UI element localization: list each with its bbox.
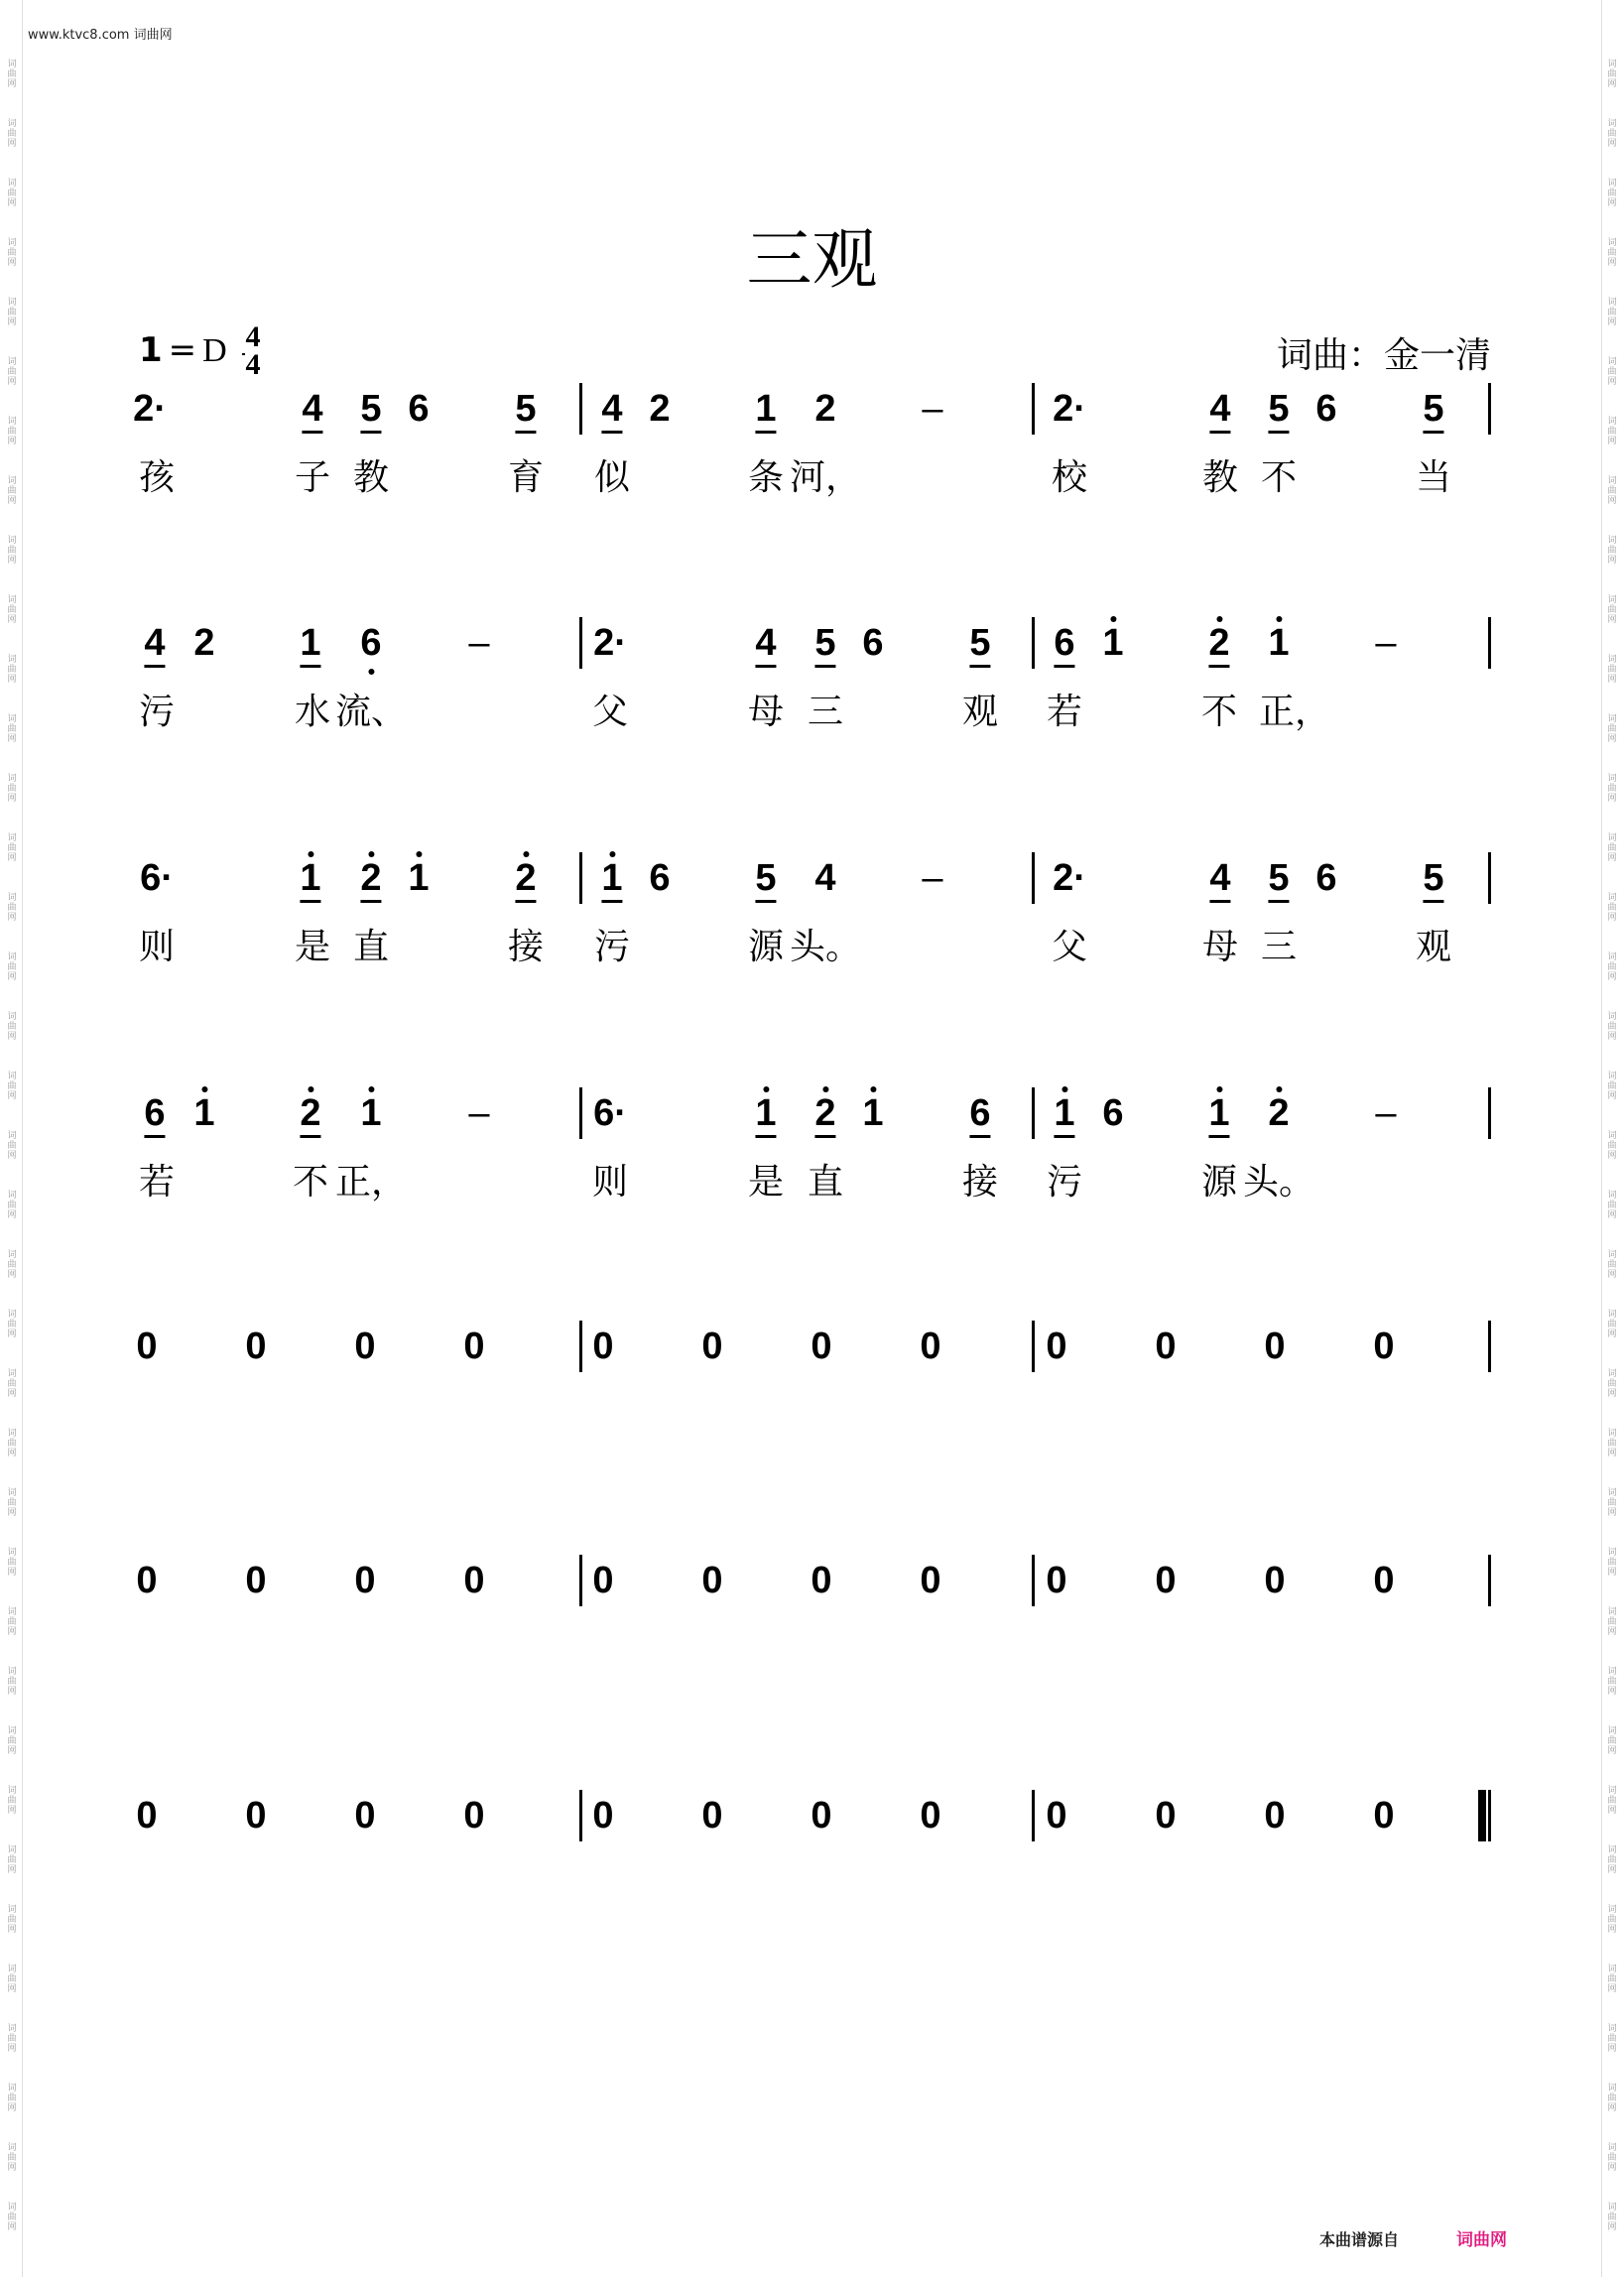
note: 1 [300,621,320,668]
lyric-syllable: 水 [294,692,331,732]
octave-up-dot [1110,616,1116,622]
lyric-syllable: 教 [1201,457,1239,498]
rest-note: 0 [811,1560,832,1601]
watermark-text: 词 曲 网 [7,1250,17,1280]
rest-note: 0 [1264,1326,1286,1367]
lyric-syllable: 母 [1201,927,1239,967]
lyric-syllable: 头。 [789,927,862,967]
note: 2 [649,388,671,430]
lyric-syllable: 头。 [1242,1162,1315,1202]
note: 6 [1102,1092,1124,1134]
watermark-text: 词 曲 网 [7,2084,17,2113]
lyric-syllable: 似 [593,457,631,498]
watermark-text: 词 曲 网 [7,952,17,982]
watermark-text: 词 曲 网 [1607,1429,1617,1458]
barline [579,617,582,669]
rest-note: 0 [136,1326,158,1367]
watermark-text: 词 曲 网 [7,1667,17,1697]
watermark-text: 词 曲 网 [7,893,17,923]
watermark-text: 词 曲 网 [1607,476,1617,506]
watermark-text: 词 曲 网 [7,833,17,863]
note: 1 [862,1091,883,1135]
key-signature [139,330,227,370]
note: 2· [1053,857,1086,899]
rest-note: 0 [245,1326,267,1367]
lyric-syllable: 育 [507,457,545,498]
watermark-text: 词 曲 网 [1607,1726,1617,1756]
meter-top: 4 [245,320,261,353]
note: 2· [593,622,627,664]
rest-note: 0 [1264,1795,1286,1836]
watermark-text: 词 曲 网 [1607,1548,1617,1578]
barline [1488,383,1491,435]
note: 6 [862,622,884,664]
rest-note: 0 [701,1560,723,1601]
lyric-syllable: 源 [1200,1162,1238,1202]
watermark-text: 词 曲 网 [1607,1310,1617,1339]
lyric-syllable: 不 [1200,692,1238,732]
rest-note: 0 [354,1795,376,1836]
octave-up-dot [822,1086,828,1092]
octave-up-dot [1276,1086,1282,1092]
watermark-text: 词 曲 网 [1607,1905,1617,1935]
sustain-dash: – [468,622,490,664]
note: 6 [408,388,430,430]
right-watermark-strip [1600,0,1624,2277]
note: 5 [515,387,536,434]
watermark-text: 词 曲 网 [1607,1072,1617,1101]
watermark-text: 词 曲 网 [7,1310,17,1339]
lyric-syllable: 不 [1260,457,1298,498]
watermark-text: 词 曲 网 [1607,119,1617,149]
watermark-text: 词 曲 网 [1607,1845,1617,1875]
octave-up-dot [523,851,529,857]
note: 1 [1208,1091,1229,1138]
lyric-syllable: 条 [747,457,785,498]
lyric-syllable: 污 [138,692,176,732]
footer-source: 本曲谱源自 [1318,2230,1399,2249]
watermark-text: 词 曲 网 [7,2203,17,2232]
barline [579,1555,582,1606]
site-url[interactable]: www.ktvc8.com 词曲网 [28,28,173,43]
barline [579,1790,582,1841]
lyric-syllable: 若 [1046,692,1083,732]
octave-up-dot [1062,1086,1067,1092]
watermark-text: 词 曲 网 [7,238,17,268]
note: 4 [601,387,622,434]
rest-note: 0 [811,1326,832,1367]
rest-note: 0 [701,1795,723,1836]
lyric-syllable: 直 [807,1162,844,1202]
watermark-text: 词 曲 网 [7,60,17,89]
lyric-syllable: 接 [961,1162,999,1202]
watermark-text: 词 曲 网 [1607,2084,1617,2113]
rest-note: 0 [354,1326,376,1367]
barline [1032,617,1035,669]
composer-credit: 词曲：金一清 [1276,335,1491,376]
note: 2 [360,856,381,903]
note: 6 [649,857,671,899]
watermark-text: 词 曲 网 [7,536,17,566]
note: 4 [755,621,776,668]
rest-note: 0 [1046,1795,1067,1836]
rest-note: 0 [1373,1560,1395,1601]
note: 2 [1268,1091,1289,1135]
lyric-syllable: 子 [294,457,331,498]
note: 1 [360,1091,381,1135]
watermark-text: 词 曲 网 [1607,1667,1617,1697]
watermark-text: 词 曲 网 [7,298,17,327]
watermark-text: 词 曲 网 [1607,833,1617,863]
footer [1319,2225,1507,2250]
watermark-text: 词 曲 网 [1607,2203,1617,2232]
lyric-syllable: 直 [352,927,390,967]
watermark-text: 词 曲 网 [7,1607,17,1637]
lyric-syllable: 母 [747,692,785,732]
watermark-text: 词 曲 网 [7,1488,17,1518]
note: 1 [1268,621,1289,665]
lyric-syllable: 孩 [138,457,176,498]
rest-note: 0 [136,1795,158,1836]
barline [1032,1555,1035,1606]
sustain-dash: – [1375,1092,1397,1134]
watermark-text: 词 曲 网 [1607,1607,1617,1637]
lyric-syllable: 污 [593,927,631,967]
note: 5 [1423,856,1443,903]
lyric-syllable: 接 [507,927,545,967]
note: 2 [814,388,836,430]
barline [579,852,582,904]
sustain-dash: – [922,857,943,899]
watermark-text: 词 曲 网 [1607,595,1617,625]
watermark-text: 词 曲 网 [1607,774,1617,804]
sustain-dash: – [468,1092,490,1134]
key-prefix: 1 [139,330,163,370]
watermark-text: 词 曲 网 [1607,357,1617,387]
note: 2 [515,856,536,903]
watermark-text: 词 曲 网 [1607,179,1617,208]
watermark-text: 词 曲 网 [1607,714,1617,744]
note: 6 [1315,857,1337,899]
watermark-text: 词 曲 网 [1607,60,1617,89]
watermark-text: 词 曲 网 [7,357,17,387]
barline [1488,1321,1491,1372]
rest-note: 0 [354,1560,376,1601]
barline [1032,383,1035,435]
octave-up-dot [609,851,615,857]
lyric-syllable: 当 [1415,457,1452,498]
rest-note: 0 [463,1795,485,1836]
watermark-text: 词 曲 网 [1607,1786,1617,1816]
rest-note: 0 [463,1326,485,1367]
octave-up-dot [368,851,374,857]
lyric-syllable: 校 [1051,457,1088,498]
lyric-syllable: 则 [138,927,176,967]
meter-bottom: 4 [245,348,261,381]
rest-note: 0 [1373,1326,1395,1367]
note: 1 [1054,1091,1074,1138]
note: 4 [302,387,322,434]
note: 1 [408,856,429,900]
note: 5 [1268,856,1289,903]
watermark-text: 词 曲 网 [7,1548,17,1578]
rest-note: 0 [1155,1326,1177,1367]
note: 6 [1315,388,1337,430]
key-tonic: D [202,332,227,369]
watermark-text: 词 曲 网 [1607,1369,1617,1399]
octave-up-dot [763,1086,769,1092]
rest-note: 0 [136,1560,158,1601]
note: 5 [969,621,990,668]
lyric-syllable: 是 [294,927,331,967]
watermark-text: 词 曲 网 [7,179,17,208]
note: 1 [300,856,320,903]
note: 1 [193,1091,214,1135]
barline [1032,1087,1035,1139]
octave-down-dot [368,669,374,675]
note: 6· [140,857,174,899]
rest-note: 0 [245,1560,267,1601]
rest-note: 0 [920,1795,941,1836]
watermark-text: 词 曲 网 [1607,1131,1617,1161]
watermark-text: 词 曲 网 [1607,536,1617,566]
note: 6 [144,1091,165,1138]
watermark-text: 词 曲 网 [7,774,17,804]
note: 4 [1209,856,1230,903]
watermark-text: 词 曲 网 [7,1429,17,1458]
rest-note: 0 [920,1326,941,1367]
barline [1488,617,1491,669]
sustain-dash: – [1375,622,1397,664]
watermark-text: 词 曲 网 [7,417,17,446]
note: 4 [144,621,165,668]
lyric-syllable: 是 [747,1162,785,1202]
watermark-text: 词 曲 网 [7,1369,17,1399]
lyric-syllable: 则 [591,1162,629,1202]
watermark-text: 词 曲 网 [7,2143,17,2173]
note: 5 [1423,387,1443,434]
watermark-text: 词 曲 网 [7,1012,17,1042]
octave-up-dot [1216,1086,1222,1092]
note: 1 [755,1091,776,1138]
rest-note: 0 [1046,1326,1067,1367]
rest-note: 0 [463,1560,485,1601]
watermark-text: 词 曲 网 [1607,2024,1617,2054]
rest-note: 0 [920,1560,941,1601]
barline [579,1087,582,1139]
final-barline-thick [1478,1790,1486,1841]
song-title: 三观 [746,221,878,298]
watermark-text: 词 曲 网 [1607,417,1617,446]
note: 6 [1054,621,1074,668]
note: 2 [814,1091,835,1138]
watermark-text: 词 曲 网 [7,2024,17,2054]
barline [579,1321,582,1372]
watermark-text: 词 曲 网 [7,1191,17,1220]
footer-brand-link[interactable]: 词曲网 [1456,2230,1507,2250]
note: 5 [755,856,776,903]
lyric-syllable: 若 [138,1162,176,1202]
watermark-text: 词 曲 网 [1607,1191,1617,1220]
lyric-syllable: 观 [961,692,999,732]
watermark-text: 词 曲 网 [1607,1488,1617,1518]
octave-up-dot [368,1086,374,1092]
note: 1 [601,856,622,903]
note: 4 [1209,387,1230,434]
lyric-syllable: 观 [1415,927,1452,967]
octave-up-dot [870,1086,876,1092]
note: 5 [814,621,835,668]
octave-up-dot [1216,616,1222,622]
lyric-syllable: 不 [292,1162,329,1202]
watermark-text: 词 曲 网 [1607,2143,1617,2173]
octave-up-dot [308,851,313,857]
note: 2 [193,622,215,664]
rest-note: 0 [592,1326,614,1367]
sustain-dash: – [922,388,943,430]
barline [1488,852,1491,904]
octave-up-dot [308,1086,313,1092]
octave-up-dot [416,851,422,857]
note: 2 [1208,621,1229,668]
watermark-text: 词 曲 网 [7,1786,17,1816]
watermark-text: 词 曲 网 [7,1726,17,1756]
lyric-syllable: 教 [352,457,390,498]
lyric-syllable: 三 [1260,927,1298,967]
octave-up-dot [1276,616,1282,622]
note: 1 [755,387,776,434]
watermark-text: 词 曲 网 [1607,893,1617,923]
watermark-text: 词 曲 网 [7,1131,17,1161]
rest-note: 0 [811,1795,832,1836]
watermark-text: 词 曲 网 [1607,1964,1617,1994]
note: 2· [1053,388,1086,430]
rest-note: 0 [1155,1795,1177,1836]
watermark-text: 词 曲 网 [1607,1250,1617,1280]
rest-note: 0 [1155,1560,1177,1601]
lyric-syllable: 父 [1051,927,1088,967]
barline [1032,1321,1035,1372]
note: 2 [300,1091,320,1138]
watermark-text: 词 曲 网 [7,1964,17,1994]
note: 6 [969,1091,990,1138]
rest-note: 0 [1046,1560,1067,1601]
watermark-text: 词 曲 网 [7,1072,17,1101]
watermark-text: 词 曲 网 [7,1845,17,1875]
watermark-text: 词 曲 网 [1607,1012,1617,1042]
watermark-text: 词 曲 网 [7,119,17,149]
barline [1488,1087,1491,1139]
rest-note: 0 [245,1795,267,1836]
lyric-syllable: 污 [1046,1162,1083,1202]
watermark-text: 词 曲 网 [7,595,17,625]
note: 1 [1102,621,1123,665]
barline [579,383,582,435]
watermark-text: 词 曲 网 [1607,298,1617,327]
barline [1488,1555,1491,1606]
rest-note: 0 [1373,1795,1395,1836]
barline [1032,852,1035,904]
note: 5 [1268,387,1289,434]
note: 4 [814,857,836,899]
left-watermark-strip [0,0,24,2277]
watermark-text: 词 曲 网 [7,1905,17,1935]
time-signature [242,320,264,381]
watermark-text: 词 曲 网 [7,476,17,506]
barline [1032,1790,1035,1841]
key-equals: = [168,330,197,370]
final-barline [1488,1790,1491,1841]
watermark-text: 词 曲 网 [1607,655,1617,685]
lyric-syllable: 河， [789,457,862,498]
rest-note: 0 [592,1560,614,1601]
lyric-syllable: 正， [1258,692,1331,732]
rest-note: 0 [1264,1560,1286,1601]
meter-divider [242,353,245,355]
lyric-syllable: 源 [747,927,785,967]
rest-note: 0 [592,1795,614,1836]
lyric-syllable: 父 [591,692,629,732]
watermark-text: 词 曲 网 [7,655,17,685]
rest-note: 0 [701,1326,723,1367]
lyric-syllable: 正， [334,1162,408,1202]
note: 5 [360,387,381,434]
lyric-syllable: 流、 [334,692,408,732]
watermark-text: 词 曲 网 [7,714,17,744]
watermark-text: 词 曲 网 [1607,238,1617,268]
watermark-text: 词 曲 网 [1607,952,1617,982]
lyric-syllable: 三 [807,692,844,732]
note: 6 [360,621,381,665]
note: 2· [133,388,167,430]
note: 6· [593,1092,627,1134]
octave-up-dot [201,1086,207,1092]
